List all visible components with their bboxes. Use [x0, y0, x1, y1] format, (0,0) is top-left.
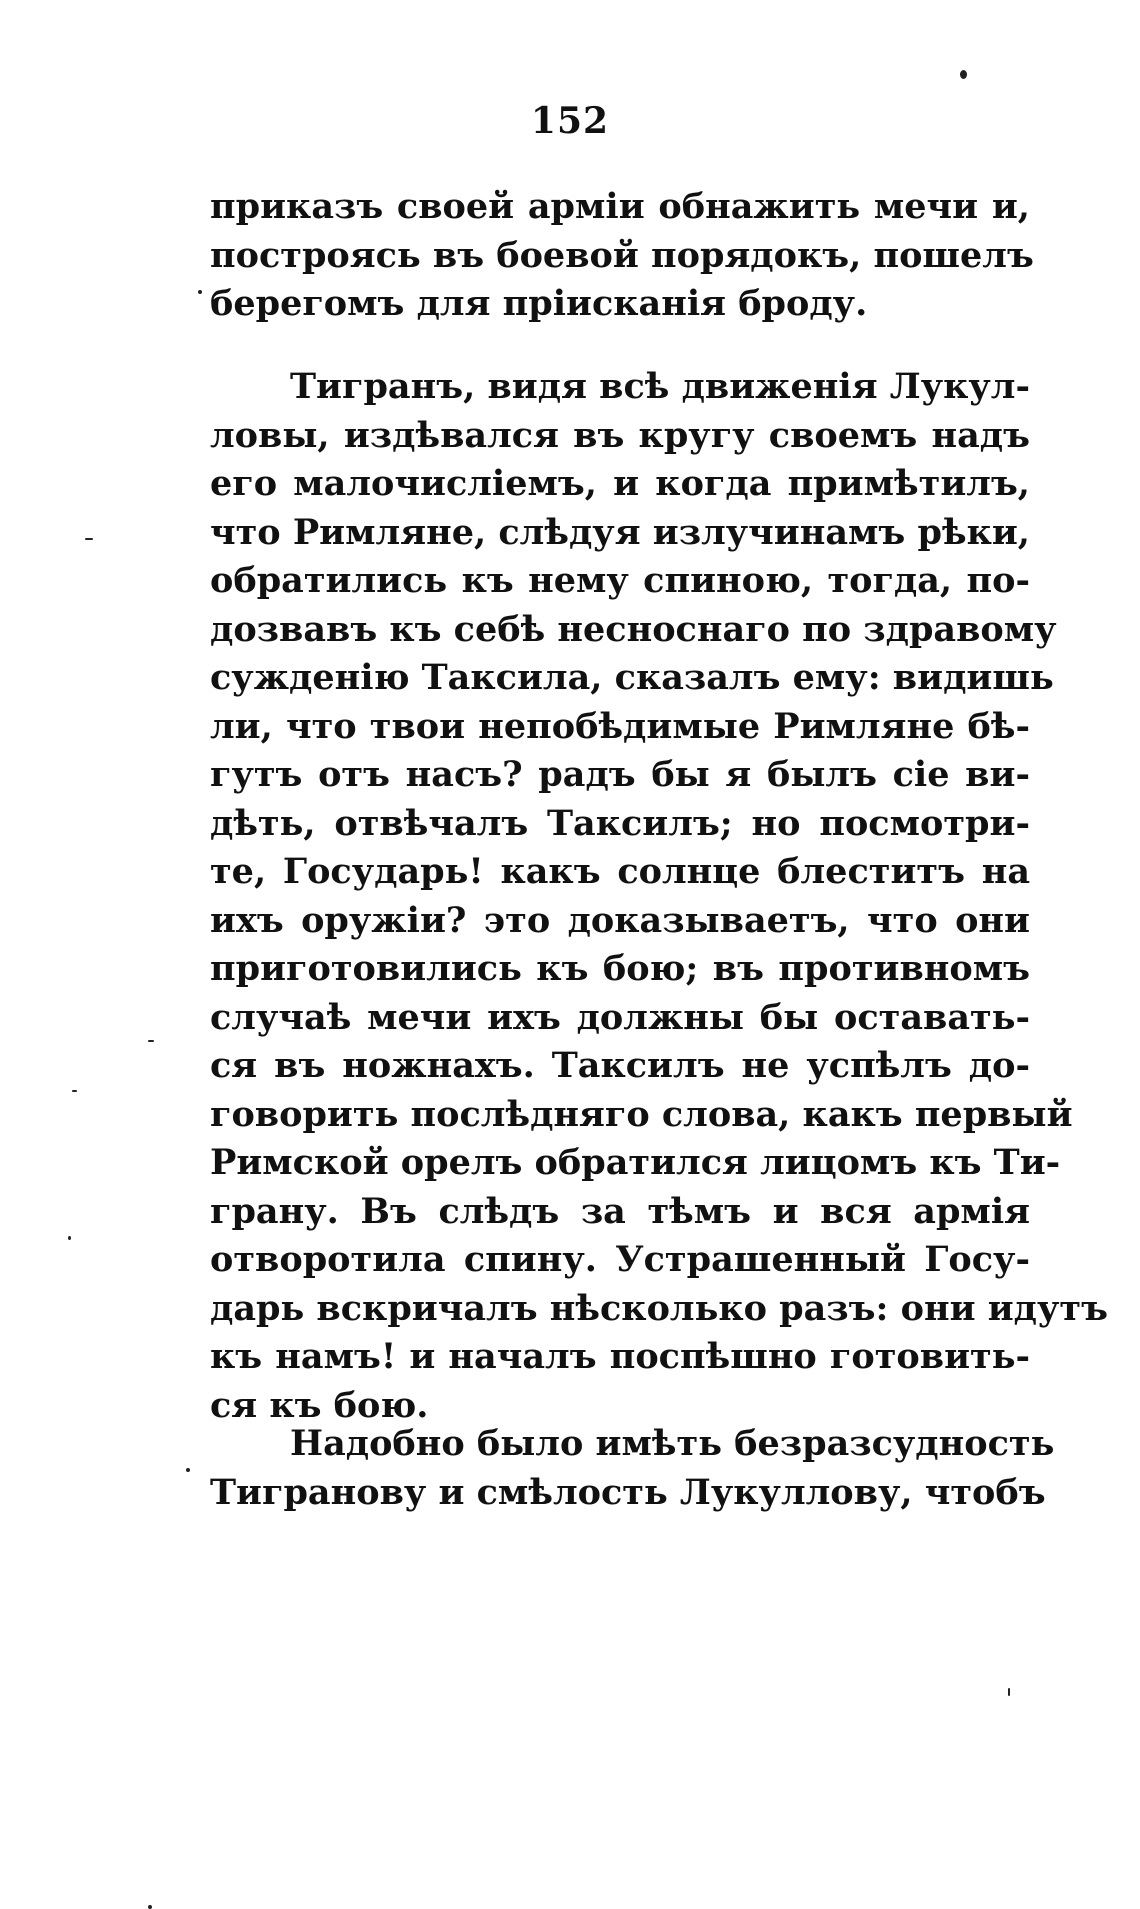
- scan-speck: [186, 1468, 190, 1472]
- text-line: Тигранъ, видя всѣ движенія Лукул-: [290, 366, 1030, 407]
- scan-speck: [148, 1905, 152, 1909]
- text-line: сужденію Таксила, сказалъ ему: видишь: [210, 657, 1054, 698]
- text-line: приготовились къ бою; въ противномъ: [210, 948, 1030, 989]
- text-line: говорить послѣдняго слова, какъ первый: [210, 1093, 1073, 1135]
- text-line: ся въ ножнахъ. Таксилъ не успѣлъ до-: [210, 1045, 1030, 1086]
- text-line: гутъ отъ насъ? радъ бы я былъ сіе ви-: [210, 754, 1030, 795]
- scan-speck: [148, 1040, 154, 1042]
- text-line: дѣть, отвѣчалъ Таксилъ; но посмотри-: [210, 802, 1030, 844]
- page-number: 152: [530, 100, 610, 142]
- scan-speck: [68, 1236, 71, 1240]
- text-line: что Римляне, слѣдуя излучинамъ рѣки,: [210, 511, 1030, 553]
- text-line: приказъ своей арміи обнажить мечи и,: [210, 186, 1030, 227]
- text-line: отворотила спину. Устрашенный Госу-: [210, 1239, 1030, 1280]
- text-line: ихъ оружіи? это доказываетъ, что они: [210, 899, 1030, 941]
- text-line: обратились къ нему спиною, тогда, по-: [210, 560, 1030, 601]
- text-line: те, Государь! какъ солнце блеститъ на: [210, 851, 1030, 892]
- text-line: его малочисліемъ, и когда примѣтилъ,: [210, 463, 1030, 504]
- text-line: построясь въ боевой порядокъ, пошелъ: [210, 234, 1034, 276]
- paragraph-2: [210, 363, 1108, 1430]
- text-line: случаѣ мечи ихъ должны бы оставать-: [210, 996, 1030, 1038]
- scan-speck: [1008, 1688, 1010, 1696]
- scan-speck: [960, 70, 967, 79]
- text-line: дарь вскричалъ нѣсколько разъ: они идутъ: [210, 1287, 1108, 1329]
- text-line: ловы, издѣвался въ кругу своемъ надъ: [210, 414, 1030, 456]
- paragraph-3: [210, 1420, 1055, 1517]
- scan-speck: [198, 290, 202, 294]
- text-line: ся къ бою.: [210, 1384, 429, 1426]
- text-line: къ намъ! и началъ поспѣшно готовить-: [210, 1336, 1030, 1377]
- text-line: Римской орелъ обратился лицомъ къ Ти-: [210, 1142, 1061, 1183]
- text-line: ли, что твои непобѣдимые Римляне бѣ-: [210, 705, 1030, 747]
- scan-speck: [72, 1090, 77, 1092]
- text-line: Тигранову и смѣлость Лукуллову, чтобъ: [210, 1471, 1046, 1513]
- text-line: Надобно было имѣть безразсудность: [290, 1423, 1055, 1464]
- text-line: грану. Въ слѣдъ за тѣмъ и вся армія: [210, 1190, 1030, 1232]
- text-line: дозвавъ къ себѣ несноснаго по здравому: [210, 608, 1057, 650]
- text-line: берегомъ для пріисканія броду.: [210, 283, 868, 324]
- paragraph-1: [210, 183, 1034, 329]
- scan-speck: [85, 538, 93, 540]
